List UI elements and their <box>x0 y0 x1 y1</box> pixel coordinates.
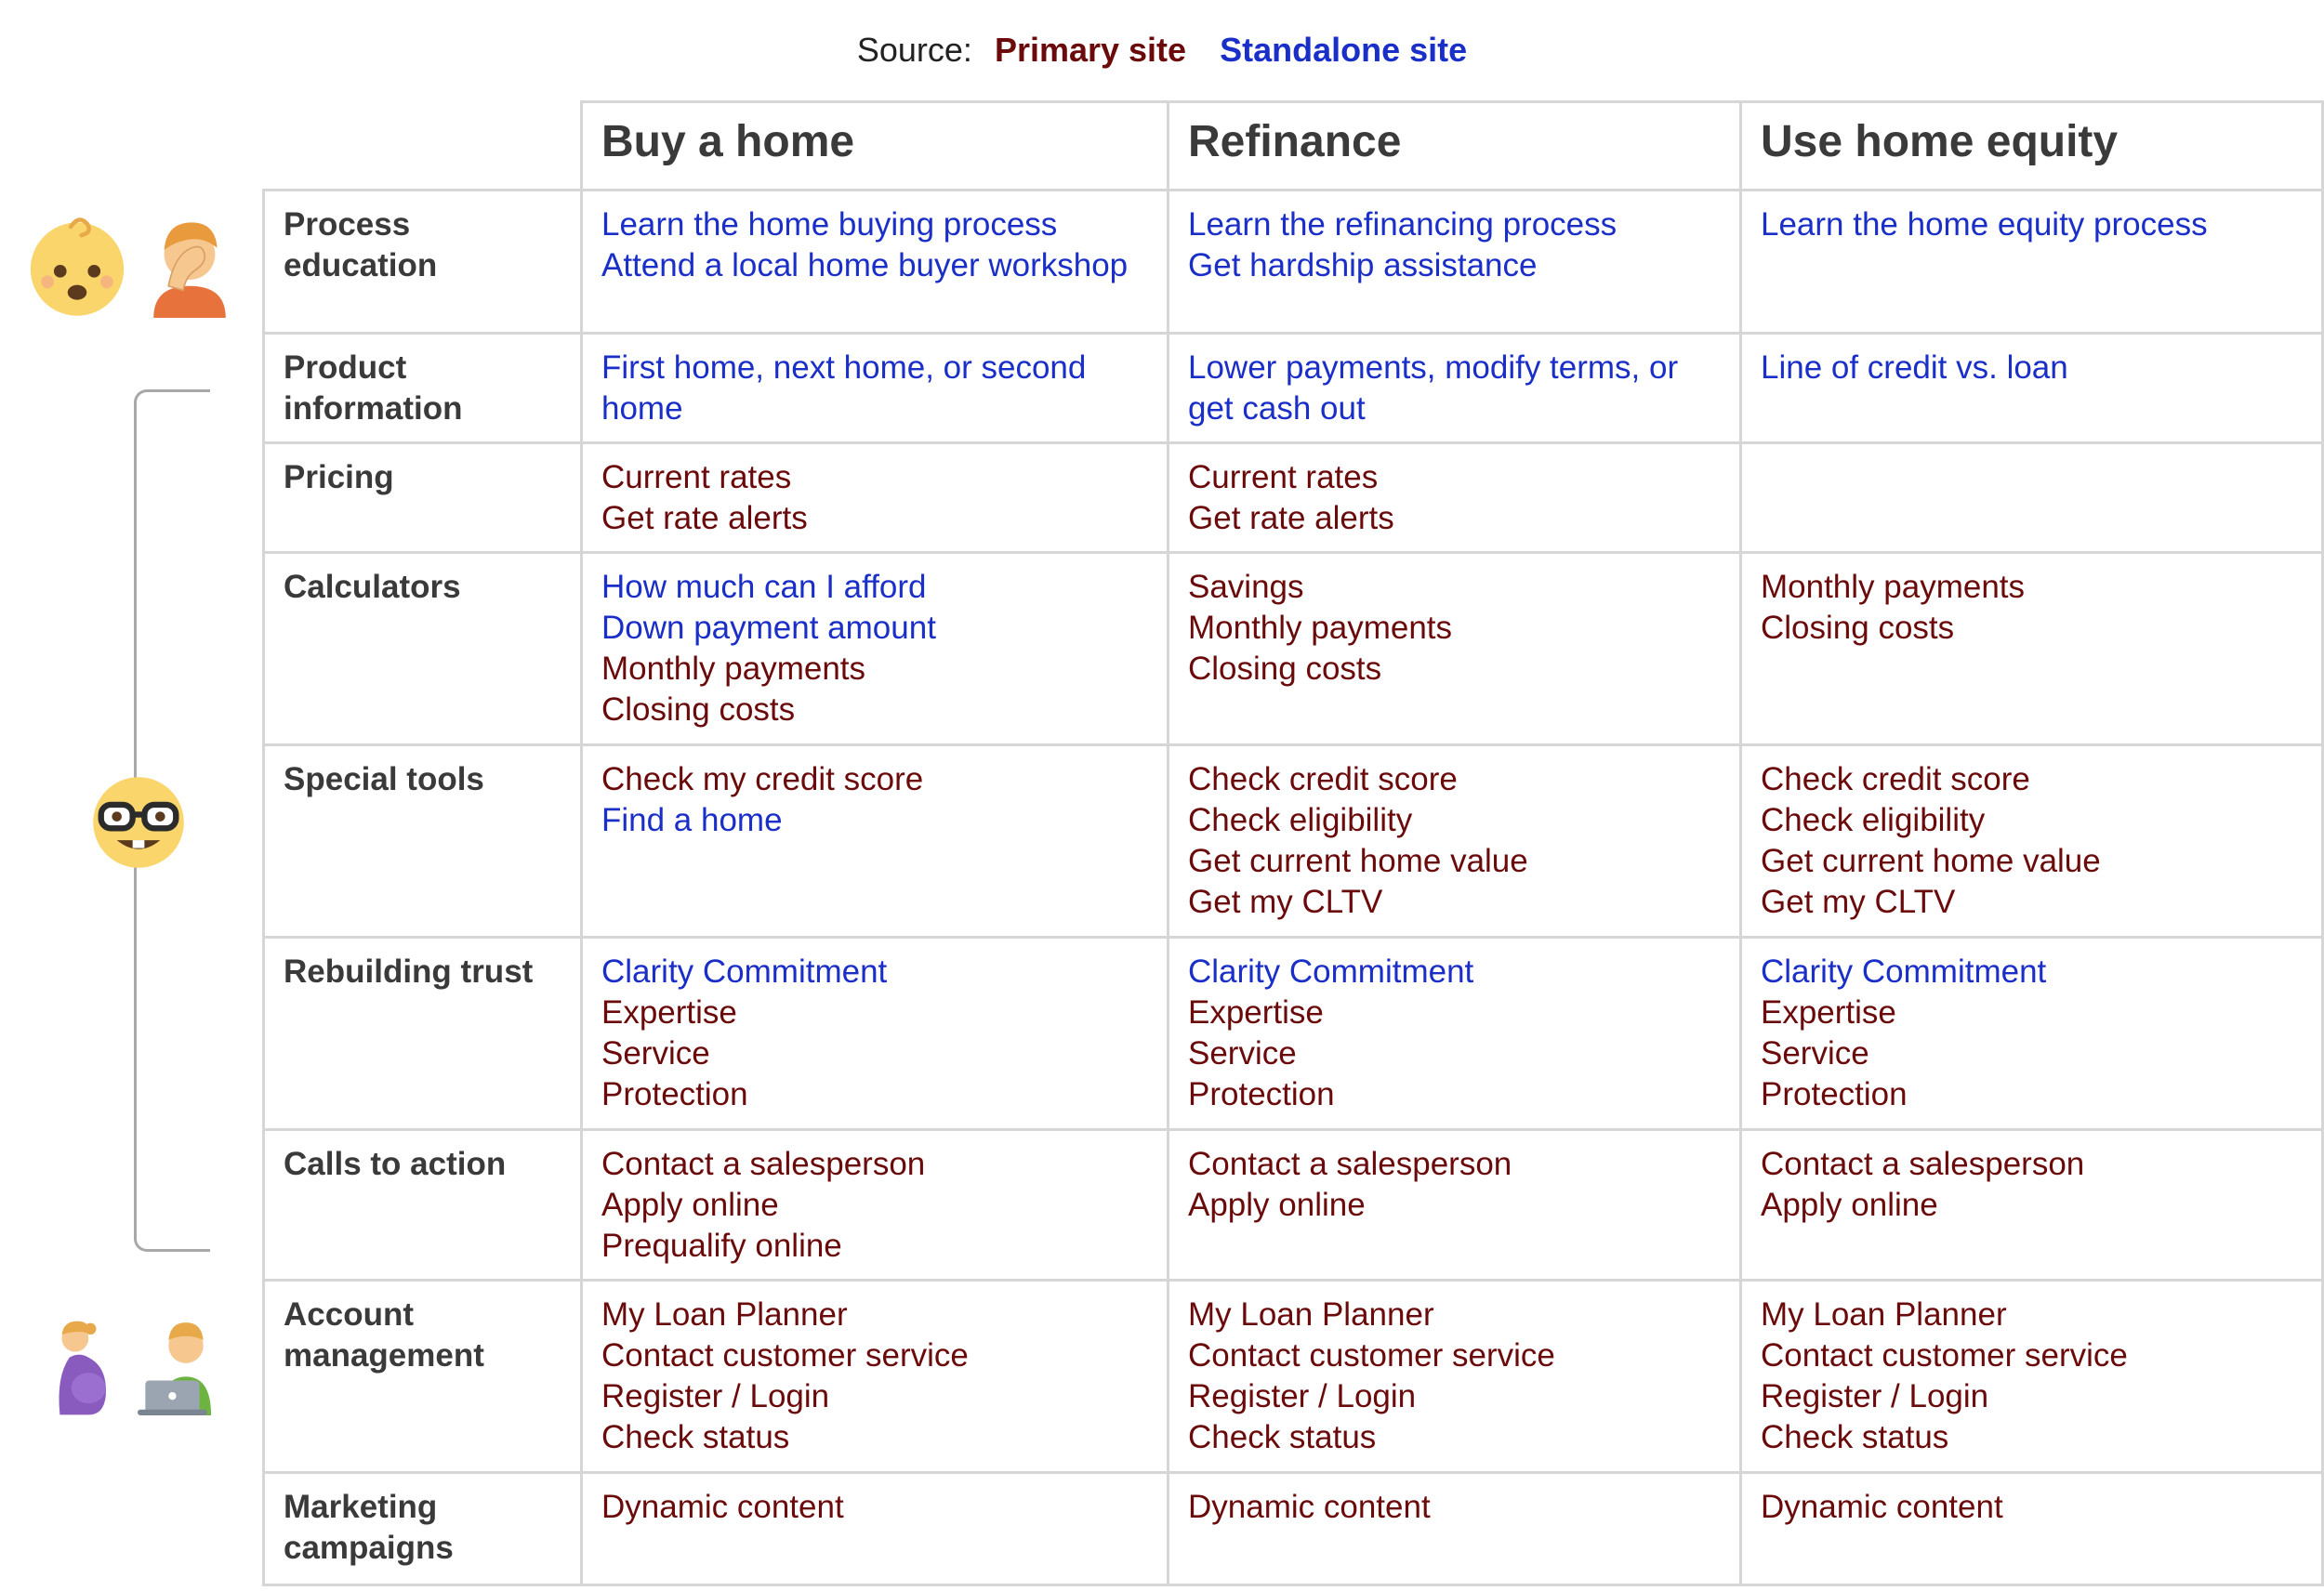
legend-primary-site: Primary site <box>994 31 1187 69</box>
primary-site-item: Get rate alerts <box>601 500 808 536</box>
primary-site-item: Apply online <box>1188 1187 1366 1223</box>
matrix-cell <box>582 443 1169 553</box>
primary-site-item: Get current home value <box>1188 843 1528 879</box>
matrix-cell <box>582 1130 1169 1281</box>
standalone-site-link[interactable]: Clarity Commitment <box>1761 953 2047 990</box>
row-header: Calls to action <box>264 1130 582 1281</box>
primary-site-item: Register / Login <box>1761 1378 1989 1414</box>
primary-site-item: Prequalify online <box>601 1228 842 1264</box>
primary-site-item: Check credit score <box>1761 761 2030 797</box>
standalone-site-link[interactable]: Line of credit vs. loan <box>1761 349 2068 386</box>
matrix-cell <box>1169 443 1741 553</box>
primary-site-item: Protection <box>1761 1076 1908 1112</box>
primary-site-item: Expertise <box>601 994 737 1031</box>
primary-site-item: Service <box>1188 1035 1297 1072</box>
primary-site-item: Get my CLTV <box>1761 884 1956 920</box>
standalone-site-link[interactable]: First home, next home, or second home <box>601 349 1087 427</box>
primary-site-item: Get my CLTV <box>1188 884 1383 920</box>
matrix-cell <box>582 1281 1169 1473</box>
standalone-site-link[interactable]: Get hardship assistance <box>1188 247 1538 283</box>
matrix-cell <box>582 191 1169 334</box>
legend-standalone-site: Standalone site <box>1220 31 1468 69</box>
primary-site-item: Get current home value <box>1761 843 2101 879</box>
primary-site-item: Service <box>601 1035 710 1072</box>
standalone-site-link[interactable]: Learn the home equity process <box>1761 206 2208 243</box>
table-row <box>264 745 2323 938</box>
primary-site-item: Closing costs <box>601 691 796 728</box>
primary-site-item: Expertise <box>1761 994 1896 1031</box>
column-header-refinance: Refinance <box>1169 102 1741 191</box>
table-row <box>264 938 2323 1130</box>
primary-site-item: Contact customer service <box>601 1337 969 1374</box>
primary-site-item: Check status <box>1761 1419 1949 1455</box>
primary-site-item: Check my credit score <box>601 761 924 797</box>
matrix-cell <box>582 553 1169 745</box>
table-row <box>264 1130 2323 1281</box>
matrix-cell <box>1169 745 1741 938</box>
primary-site-item: Closing costs <box>1761 610 1955 646</box>
table-row <box>264 334 2323 443</box>
standalone-site-link[interactable]: Find a home <box>601 802 783 838</box>
primary-site-item: Apply online <box>601 1187 779 1223</box>
matrix-cell <box>1169 938 1741 1130</box>
primary-site-item: Contact customer service <box>1188 1337 1555 1374</box>
matrix-cell <box>1741 1473 2323 1585</box>
matrix-cell <box>1741 745 2323 938</box>
source-legend <box>0 28 2324 72</box>
matrix-cell <box>1169 1473 1741 1585</box>
pregnant-woman-icon <box>46 1316 113 1418</box>
primary-site-item: Check eligibility <box>1188 802 1413 838</box>
matrix-cell <box>1169 1281 1741 1473</box>
matrix-cell <box>1741 334 2323 443</box>
primary-site-item: Register / Login <box>1188 1378 1417 1414</box>
primary-site-item: My Loan Planner <box>601 1296 848 1333</box>
primary-site-item: Dynamic content <box>1188 1489 1431 1525</box>
nerd-face-icon <box>89 773 188 872</box>
baby-face-icon <box>24 212 130 318</box>
standalone-site-link[interactable]: Clarity Commitment <box>601 953 888 990</box>
table-row <box>264 1473 2323 1585</box>
standalone-site-link[interactable]: Learn the refinancing process <box>1188 206 1618 243</box>
matrix-cell <box>582 334 1169 443</box>
table-row <box>264 191 2323 334</box>
header-row <box>264 102 2323 191</box>
primary-site-item: Apply online <box>1761 1187 1938 1223</box>
legend-label: Source: <box>856 31 972 69</box>
row-header: Calculators <box>264 553 582 745</box>
matrix-cell <box>1169 1130 1741 1281</box>
table-row <box>264 1281 2323 1473</box>
matrix-cell <box>1169 191 1741 334</box>
primary-site-item: Monthly payments <box>1761 569 2026 605</box>
row-header: Product information <box>264 334 582 443</box>
matrix-cell <box>1741 443 2323 553</box>
matrix-cell <box>1741 1130 2323 1281</box>
primary-site-item: Check status <box>1188 1419 1377 1455</box>
row-header: Special tools <box>264 745 582 938</box>
primary-site-item: Protection <box>601 1076 748 1112</box>
primary-site-item: Contact a salesperson <box>601 1146 926 1182</box>
standalone-site-link[interactable]: Learn the home buying process <box>601 206 1058 243</box>
matrix-cell <box>1169 334 1741 443</box>
standalone-site-link[interactable]: Attend a local home buyer workshop <box>601 247 1129 283</box>
column-header-buy-a-home: Buy a home <box>582 102 1169 191</box>
column-header-use-home-equity: Use home equity <box>1741 102 2323 191</box>
table-row <box>264 443 2323 553</box>
primary-site-item: My Loan Planner <box>1188 1296 1434 1333</box>
primary-site-item: Check status <box>601 1419 790 1455</box>
primary-site-item: Monthly payments <box>1188 610 1453 646</box>
primary-site-item: Get rate alerts <box>1188 500 1394 536</box>
table-row <box>264 553 2323 745</box>
matrix-cell <box>1741 553 2323 745</box>
standalone-site-link[interactable]: Clarity Commitment <box>1188 953 1474 990</box>
standalone-site-link[interactable]: Down payment amount <box>601 610 936 646</box>
row-header: Marketing campaigns <box>264 1473 582 1585</box>
primary-site-item: Savings <box>1188 569 1304 605</box>
matrix-cell <box>582 745 1169 938</box>
row-header: Rebuilding trust <box>264 938 582 1130</box>
corner-cell <box>264 102 582 191</box>
primary-site-item: Contact customer service <box>1761 1337 2128 1374</box>
facepalm-person-icon <box>147 212 232 318</box>
row-header: Process education <box>264 191 582 334</box>
standalone-site-link[interactable]: Lower payments, modify terms, or get cash out <box>1188 349 1679 427</box>
primary-site-item: Contact a salesperson <box>1188 1146 1512 1182</box>
standalone-site-link[interactable]: How much can I afford <box>601 569 927 605</box>
matrix-cell <box>1741 191 2323 334</box>
primary-site-item: Register / Login <box>601 1378 830 1414</box>
primary-site-item: Dynamic content <box>1761 1489 2003 1525</box>
primary-site-item: Dynamic content <box>601 1489 844 1525</box>
primary-site-item: Contact a salesperson <box>1761 1146 2085 1182</box>
content-matrix <box>262 100 2324 1586</box>
primary-site-item: Expertise <box>1188 994 1324 1031</box>
person-at-laptop-icon <box>138 1316 234 1418</box>
matrix-cell <box>1169 553 1741 745</box>
primary-site-item: Service <box>1761 1035 1869 1072</box>
primary-site-item: My Loan Planner <box>1761 1296 2007 1333</box>
primary-site-item: Check eligibility <box>1761 802 1986 838</box>
primary-site-item: Monthly payments <box>601 651 866 687</box>
matrix-cell <box>1741 1281 2323 1473</box>
primary-site-item: Current rates <box>1188 459 1379 495</box>
matrix-cell <box>582 938 1169 1130</box>
matrix-cell <box>1741 938 2323 1130</box>
primary-site-item: Closing costs <box>1188 651 1382 687</box>
row-header: Account management <box>264 1281 582 1473</box>
primary-site-item: Protection <box>1188 1076 1335 1112</box>
primary-site-item: Current rates <box>601 459 792 495</box>
row-header: Pricing <box>264 443 582 553</box>
matrix-cell <box>582 1473 1169 1585</box>
primary-site-item: Check credit score <box>1188 761 1458 797</box>
